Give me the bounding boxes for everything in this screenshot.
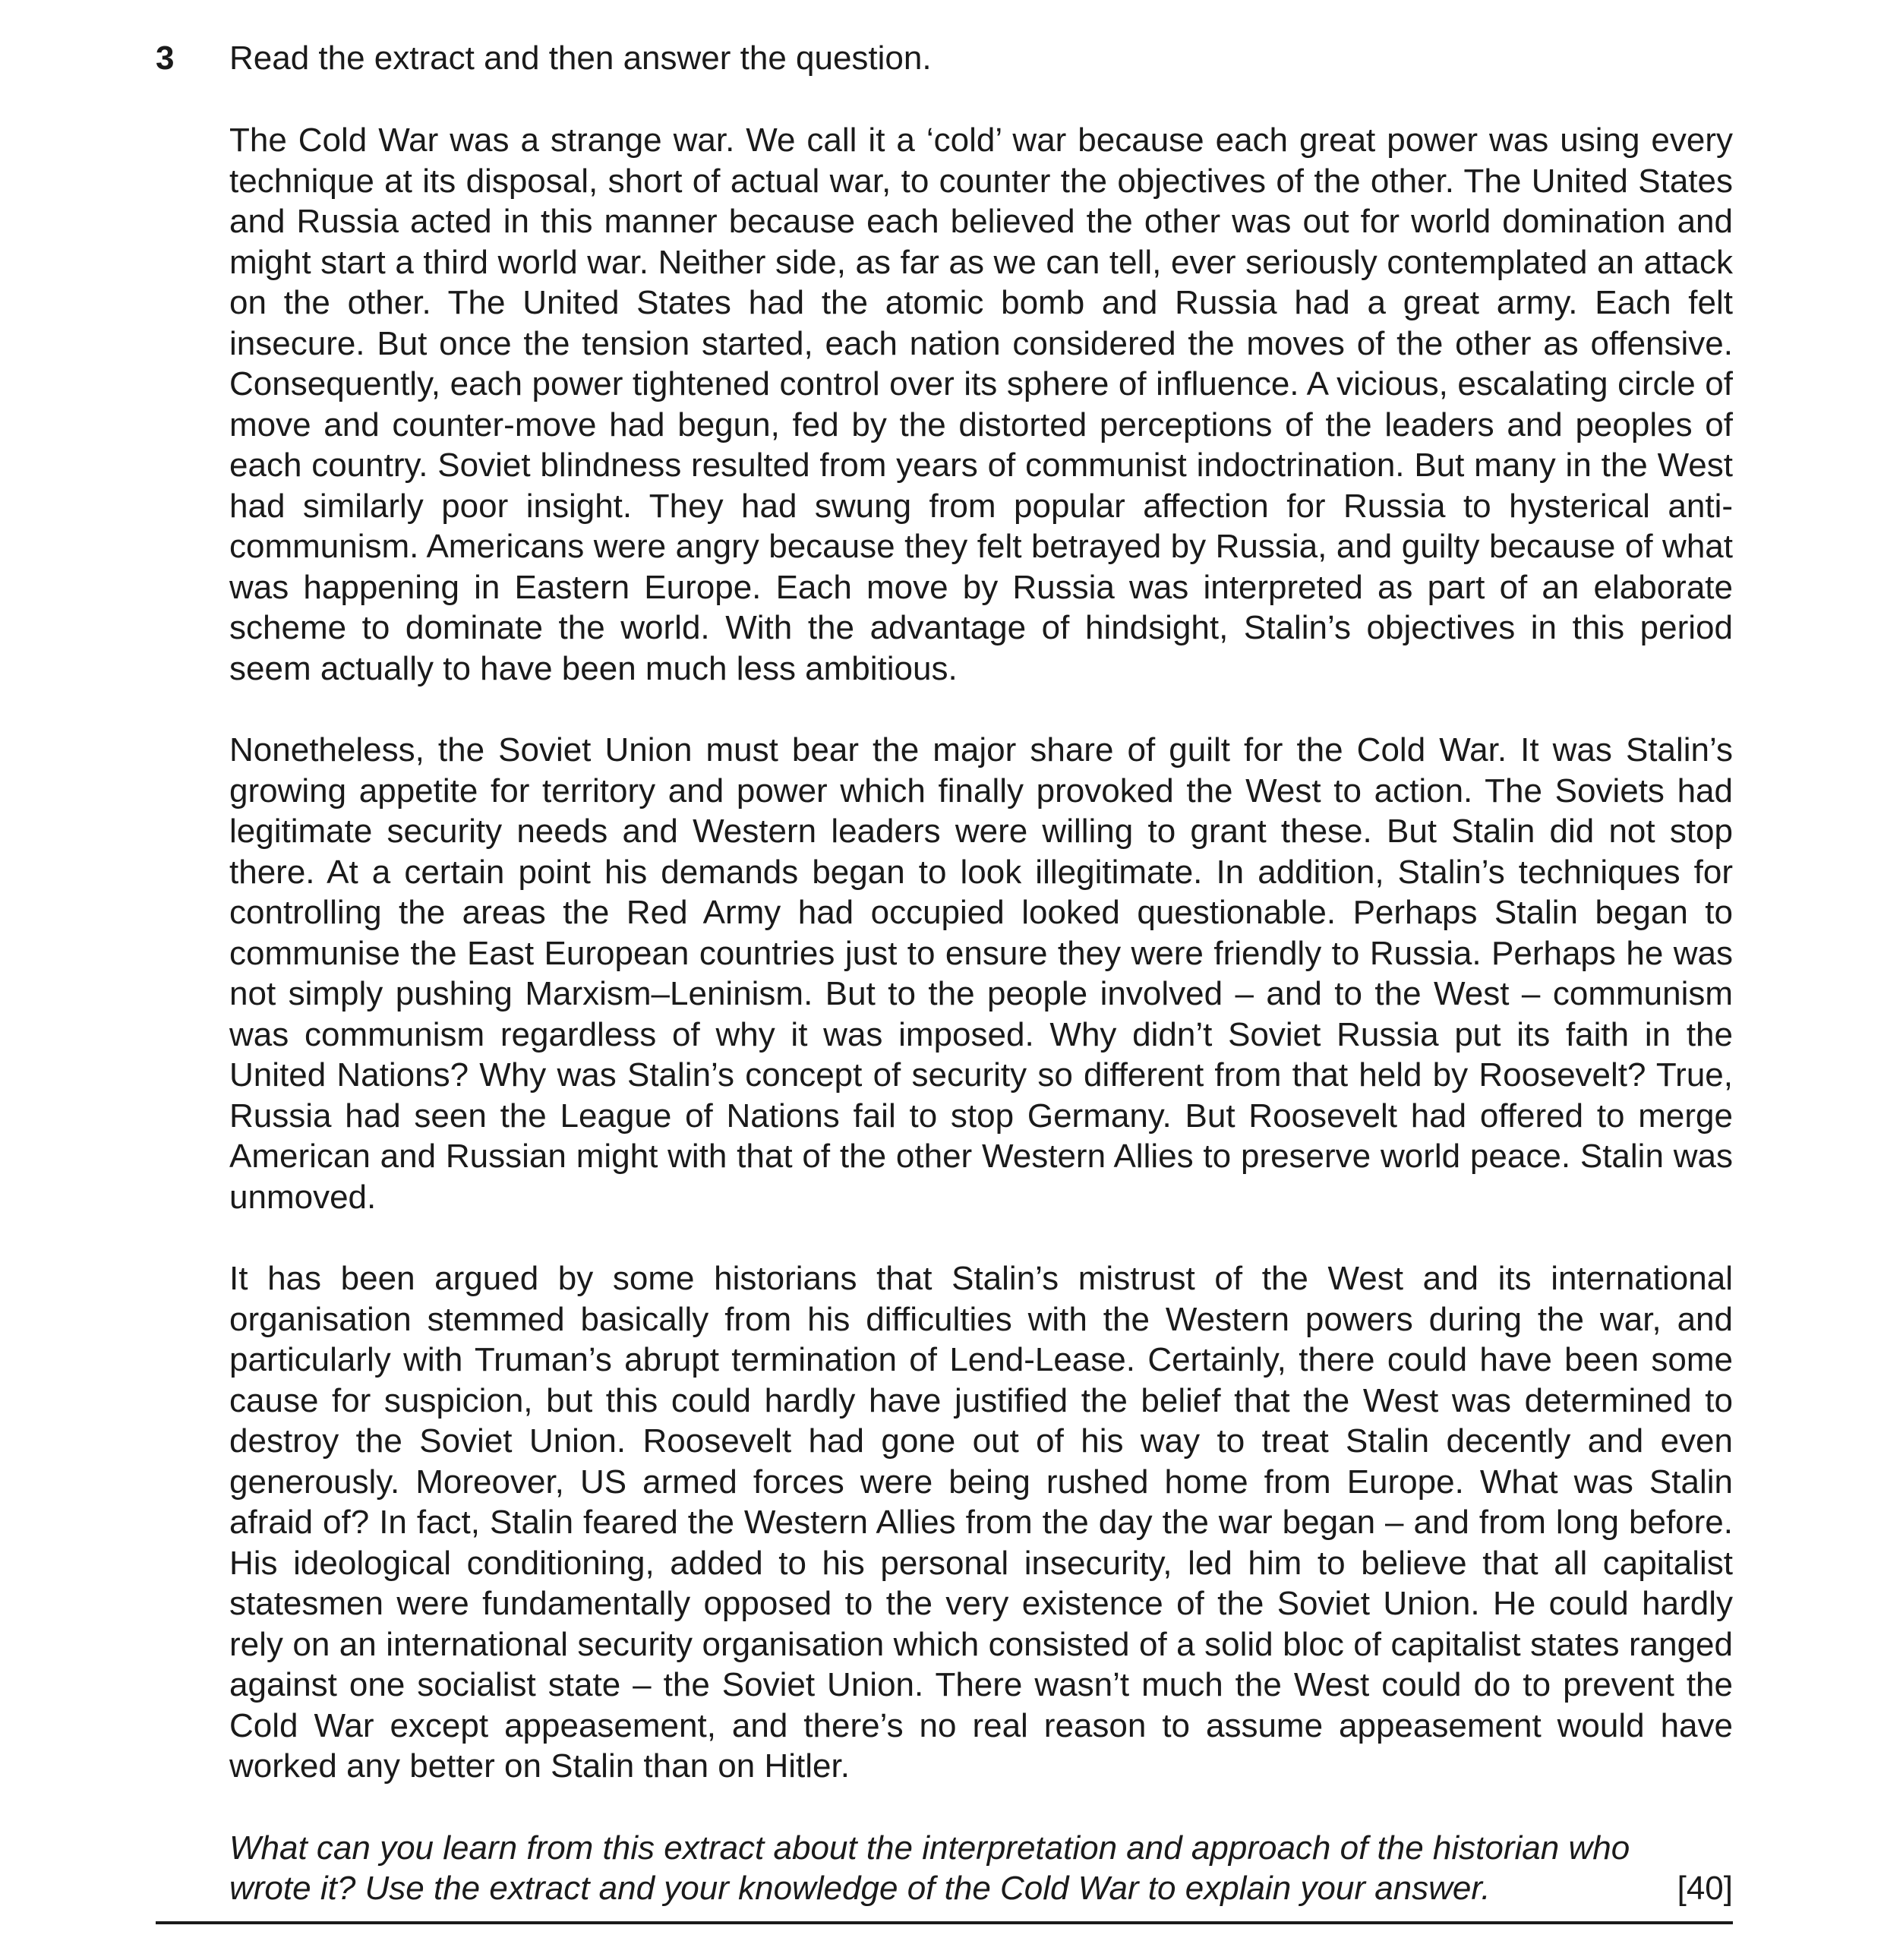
question-content	[229, 38, 1733, 1909]
question-prompt-line-1: What can you learn from this extract about the interpretation and approach of the historian who	[229, 1829, 1630, 1867]
question-prompt	[229, 1828, 1733, 1909]
extract-paragraph-2: Nonetheless, the Soviet Union must bear the major share of guilt for the Cold War. It was Stalin’s growing appetite for territory and power which finally provoked the West to action. The Soviets had legitimate security needs and Western leaders were willing to grant these. But Stalin did not stop there. At a certain point his demands began to look illegitimate. In addition, Stalin’s techniques for controlling the areas the Red Army had occupied looked questionable. Perhaps Stalin began to communise the East European countries just to ensure they were friendly to Russia. Perhaps he was not simply pushing Marxism–Leninism. But to the people involved – and to the West – communism was communism regardless of why it was imposed. Why didn’t Soviet Russia put its faith in the United Nations? Why was Stalin’s concept of security so different from that held by Roosevelt? True, Russia had seen the League of Nations fail to stop Germany. But Roosevelt had offered to merge American and Russian might with that of the other Western Allies to preserve world peace. Stalin was unmoved.	[229, 731, 1733, 1216]
question-prompt-line-2: wrote it? Use the extract and your knowledge of the Cold War to explain your answer.	[229, 1870, 1491, 1907]
question-instruction: Read the extract and then answer the question.	[229, 39, 932, 77]
extract-paragraph-1: The Cold War was a strange war. We call it a ‘cold’ war because each great power was using every technique at its disposal, short of actual war, to counter the objectives of the other. The United States and Russia acted in this manner because each believed the other was out for world domination and might start a third world war. Neither side, as far as we can tell, ever seriously contemplated an attack on the other. The United States had the atomic bomb and Russia had a great army. Each felt insecure. But once the tension started, each nation considered the moves of the other as offensive. Consequently, each power tightened control over its sphere of influence. A vicious, escalating circle of move and counter-move had begun, fed by the distorted perceptions of the leaders and peoples of each country. Soviet blindness resulted from years of communist indoctrination. But many in the West had similarly poor insight. They had swung from popular affection for Russia to hysterical anti-communism. Americans were angry because they felt betrayed by Russia, and guilty because of what was happening in Eastern Europe. Each move by Russia was interpreted as part of an elaborate scheme to dominate the world. With the advantage of hindsight, Stalin’s objectives in this period seem actually to have been much less ambitious.	[229, 122, 1733, 687]
question-number: 3	[156, 39, 175, 77]
extract-paragraph-3: It has been argued by some historians that Stalin’s mistrust of the West and its international organisation stemmed basically from his difficulties with the Western powers during the war, and particularly with Truman’s abrupt termination of Lend-Lease. Certainly, there could have been some cause for suspicion, but this could hardly have justified the belief that the West was determined to destroy the Soviet Union. Roosevelt had gone out of his way to treat Stalin decently and even generously. Moreover, US armed forces were being rushed home from Europe. What was Stalin afraid of? In fact, Stalin feared the Western Allies from the day the war began – and from long before. His ideological conditioning, added to his personal insecurity, led him to believe that all capitalist statesmen were fundamentally opposed to the very existence of the Soviet Union. He could hardly rely on an international security organisation which consisted of a solid bloc of capitalist states ranged against one socialist state – the Soviet Union. There wasn’t much the West could do to prevent the Cold War except appeasement, and there’s no real reason to assume appeasement would have worked any better on Stalin than on Hitler.	[229, 1260, 1733, 1785]
bottom-rule-divider	[156, 1921, 1733, 1924]
marks-allocation: [40]	[1677, 1870, 1733, 1907]
